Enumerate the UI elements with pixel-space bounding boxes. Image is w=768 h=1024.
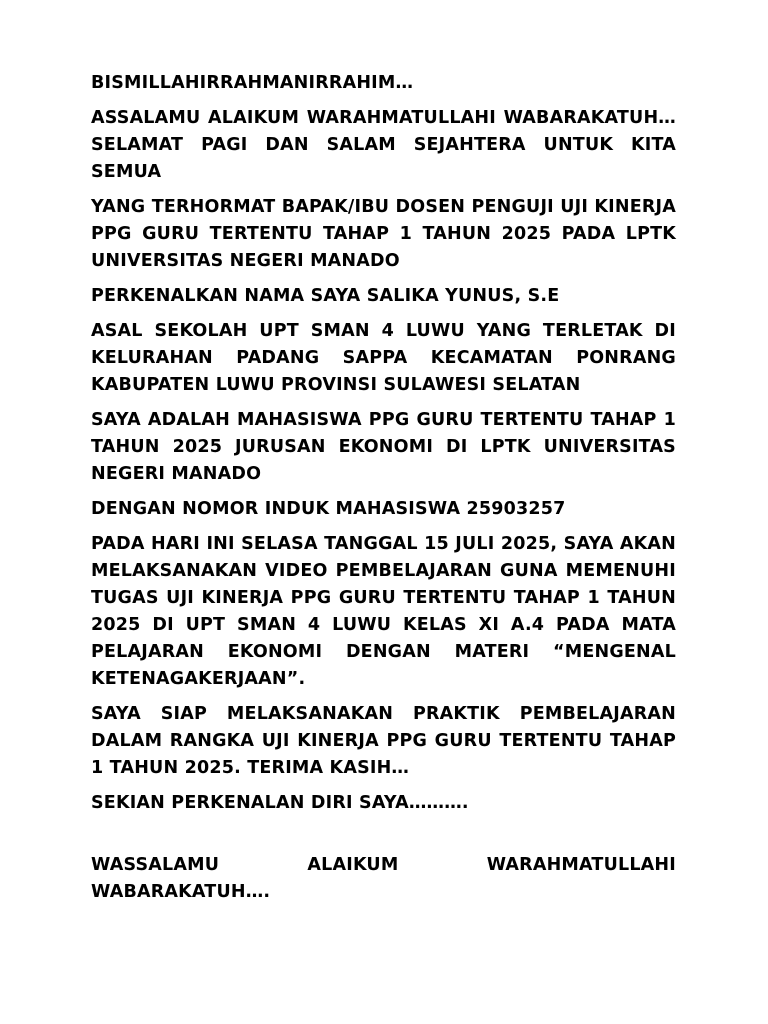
- opening-basmalah: BISMILLAHIRRAHMANIRRAHIM…: [91, 73, 414, 93]
- closing-introduction: SEKIAN PERKENALAN DIRI SAYA……….: [91, 793, 469, 813]
- blank-line: [91, 825, 676, 852]
- document-page: [91, 70, 676, 914]
- student-status-paragraph: SAYA ADALAH MAHASISWA PPG GURU TERTENTU TAHAP 1 TAHUN 2025 JURUSAN EKONOMI DI LPTK UNIVERSITAS NEGERI MANADO: [91, 410, 676, 484]
- name-introduction: PERKENALKAN NAMA SAYA SALIKA YUNUS, S.E: [91, 286, 560, 306]
- greeting-paragraph: ASSALAMU ALAIKUM WARAHMATULLAHI WABARAKATUH…SELAMAT PAGI DAN SALAM SEJAHTERA UNTUK KITA SEMUA: [91, 108, 676, 182]
- farewell-greeting: WASSALAMU ALAIKUM WARAHMATULLAHI WABARAKATUH….: [91, 855, 676, 902]
- readiness-paragraph: SAYA SIAP MELAKSANAKAN PRAKTIK PEMBELAJARAN DALAM RANGKA UJI KINERJA PPG GURU TERTENTU TAHAP 1 TAHUN 2025. TERIMA KASIH…: [91, 704, 676, 778]
- salutation-paragraph: YANG TERHORMAT BAPAK/IBU DOSEN PENGUJI UJI KINERJA PPG GURU TERTENTU TAHAP 1 TAHUN 2025 PADA LPTK UNIVERSITAS NEGERI MANADO: [91, 197, 676, 271]
- school-origin-paragraph: ASAL SEKOLAH UPT SMAN 4 LUWU YANG TERLETAK DI KELURAHAN PADANG SAPPA KECAMATAN PONRANG KABUPATEN LUWU PROVINSI SULAWESI SELATAN: [91, 321, 676, 395]
- lesson-plan-paragraph: PADA HARI INI SELASA TANGGAL 15 JULI 2025, SAYA AKAN MELAKSANAKAN VIDEO PEMBELAJARAN GUNA MEMENUHI TUGAS UJI KINERJA PPG GURU TERTENTU TAHAP 1 TAHUN 2025 DI UPT SMAN 4 LUWU KELAS XI A.4 PADA MATA PELAJARAN EKONOMI DENGAN MATERI “MENGENAL KETENAGAKERJAAN”.: [91, 534, 676, 689]
- student-id-paragraph: DENGAN NOMOR INDUK MAHASISWA 25903257: [91, 499, 566, 519]
